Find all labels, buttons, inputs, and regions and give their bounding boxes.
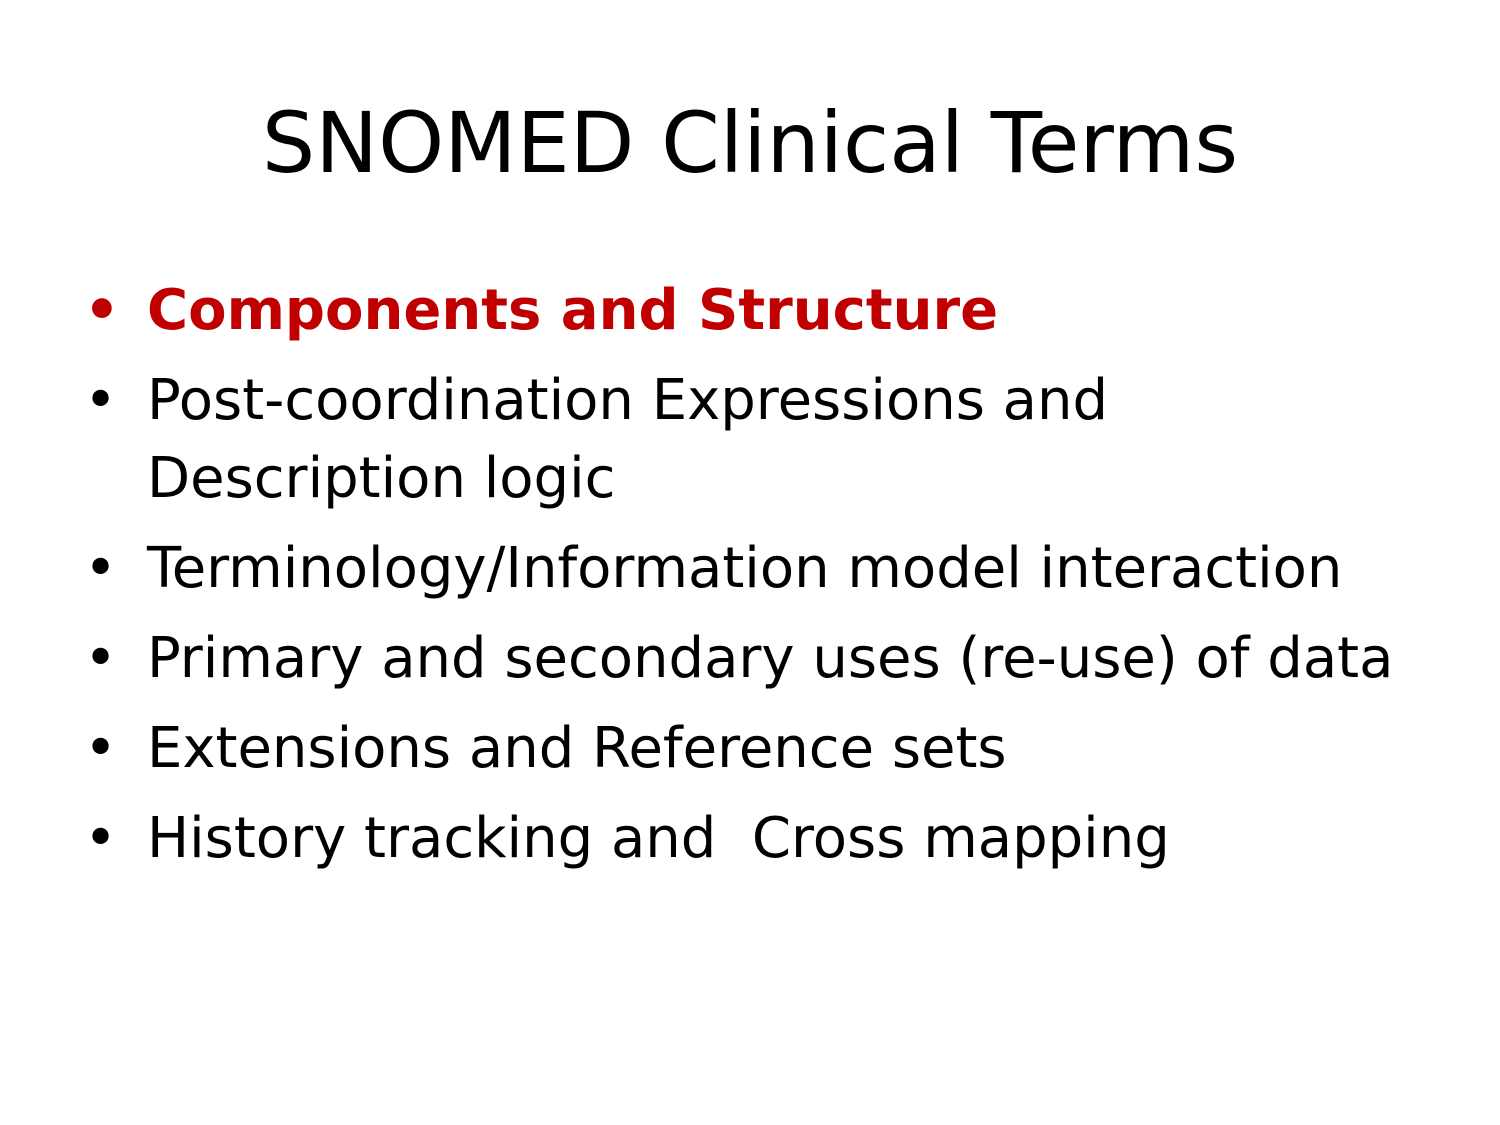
bullet-icon: • <box>84 368 118 433</box>
bullet-text: Post-coordination Expressions and Description logic <box>147 368 1109 511</box>
bullet-text: History tracking and Cross mapping <box>147 806 1170 871</box>
bullet-item-extensions <box>84 710 1474 788</box>
bullet-icon: • <box>84 536 118 601</box>
bullet-text: Primary and secondary uses (re-use) of data <box>147 626 1394 691</box>
bullet-icon: • <box>84 806 118 871</box>
bullet-icon: • <box>84 626 118 691</box>
bullet-item-history <box>84 800 1474 878</box>
bullet-list <box>84 272 1474 890</box>
bullet-item-post-coordination <box>84 362 1474 518</box>
bullet-icon: • <box>84 278 120 343</box>
bullet-icon: • <box>84 716 118 781</box>
bullet-item-components <box>84 272 1474 350</box>
bullet-item-data-uses <box>84 620 1474 698</box>
bullet-text: Components and Structure <box>147 278 999 343</box>
bullet-text: Terminology/Information model interaction <box>147 536 1343 601</box>
slide-title: SNOMED Clinical Terms <box>261 94 1239 192</box>
bullet-text: Extensions and Reference sets <box>147 716 1007 781</box>
bullet-item-terminology-model <box>84 530 1474 608</box>
